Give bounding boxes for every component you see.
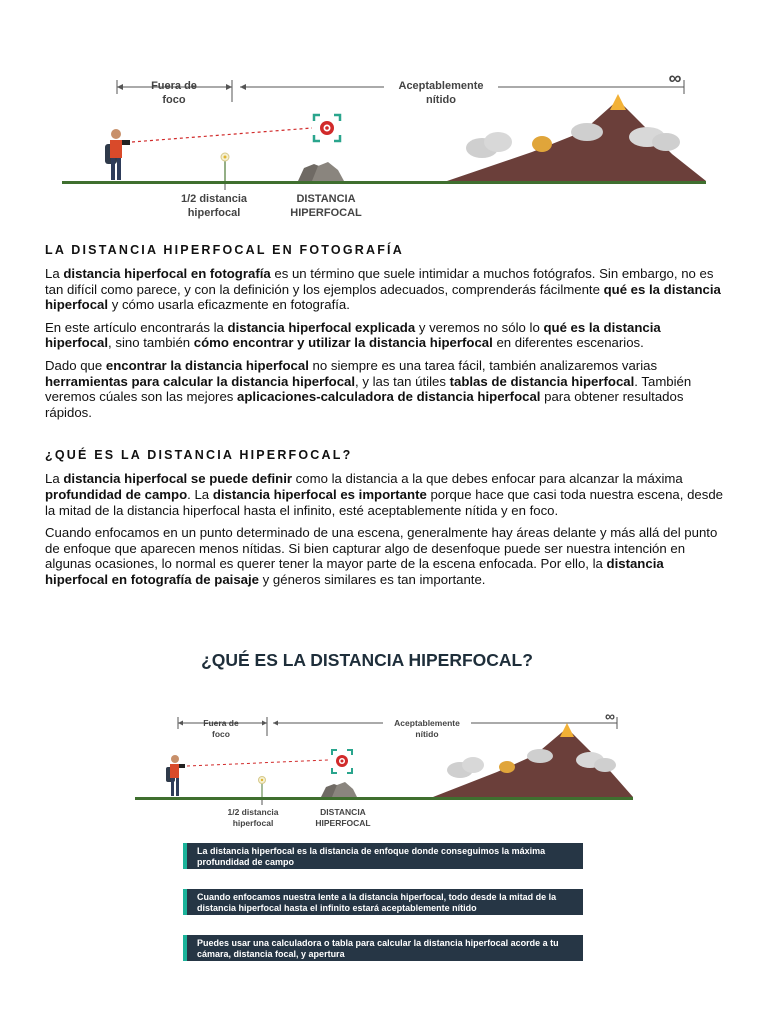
text-run: como la distancia a la que debes enfocar para alcanzar la máxima bbox=[292, 471, 683, 487]
photographer-icon bbox=[166, 755, 185, 796]
text-run: porque hace que casi toda nuestra escena, desde la mitad de la distancia hiperfocal hasta el infinito, esté aceptablemente nítida y en foco. bbox=[45, 486, 724, 518]
rocks-icon bbox=[298, 162, 344, 181]
label-nitido-2: nítido bbox=[415, 729, 439, 739]
hyperfocal-diagram-top bbox=[62, 62, 706, 234]
text-run: en diferentes escenarios. bbox=[492, 335, 644, 351]
text-run: Cuando enfocamos en un punto determinado de una escena, generalmente hay áreas delante y más allá del punto de enfoque que aparecen menos nítidas. Si bien capturar algo de desenfoque puede ser nuestra intención en algunas ocasiones, lo normal es querer tener la mayor parte de la escena enfocada. Por ello, la bbox=[45, 525, 718, 572]
text-run: y veremos no sólo lo bbox=[415, 319, 544, 335]
section-heading-1: LA DISTANCIA HIPERFOCAL EN FOTOGRAFÍA bbox=[45, 243, 404, 257]
bold-text: distancia hiperfocal en fotografía bbox=[63, 266, 271, 281]
label-aceptablemente-1: Aceptablemente bbox=[398, 80, 484, 92]
bold-text: distancia hiperfocal es importante bbox=[212, 486, 427, 502]
text-run: La bbox=[45, 471, 64, 487]
infinity-symbol-2: ∞ bbox=[605, 708, 615, 724]
photographer-icon bbox=[105, 129, 130, 180]
text-run: , sino también bbox=[108, 335, 194, 351]
text-run: Dado que bbox=[45, 357, 106, 373]
info-box-1: La distancia hiperfocal es la distancia de enfoque donde conseguimos la máxima profundidad de campo bbox=[183, 843, 583, 869]
text-run: La bbox=[45, 266, 64, 281]
label-distancia-2: DISTANCIA bbox=[320, 807, 366, 817]
label-half-distance-1: 1/2 distancia bbox=[180, 193, 248, 205]
paragraph bbox=[45, 525, 725, 587]
bold-text: qué es la distancia hiperfocal bbox=[45, 319, 661, 351]
paragraph bbox=[45, 266, 725, 313]
focus-target-icon bbox=[332, 750, 352, 773]
bold-text: profundidad de campo bbox=[45, 486, 188, 502]
hyperfocal-infographic bbox=[135, 640, 633, 970]
info-box-2: Cuando enfocamos nuestra lente a la distancia hiperfocal, todo desde la mitad de la distancia hiperfocal hasta el infinito estará aceptablemente nítido bbox=[183, 889, 583, 915]
bold-text: herramientas para calcular la distancia hiperfocal bbox=[45, 373, 356, 389]
label-half-hiperfocal-2: hiperfocal bbox=[232, 818, 274, 828]
label-aceptablemente-2: Aceptablemente bbox=[394, 718, 460, 728]
label-foco-2: foco bbox=[212, 729, 230, 739]
bold-text: distancia hiperfocal en fotografía de paisaje bbox=[45, 556, 664, 587]
label-fuera-de-foco-2: Fuera de bbox=[203, 718, 239, 728]
text-run: es un término que suele intimidar a muchos fotógrafos. Sin embargo, no es tan difícil como parece, y con la definición y los ejemplos adecuados, comprenderás fácilmente bbox=[45, 266, 714, 297]
bold-text: distancia hiperfocal se puede definir bbox=[63, 471, 292, 487]
label-fuera-de-foco-1: Fuera de bbox=[151, 80, 197, 92]
text-run: no siempre es una tarea fácil, también analizaremos varias bbox=[308, 357, 658, 373]
text-run: En este artículo encontrarás la bbox=[45, 319, 228, 335]
infographic-title: ¿QUÉ ES LA DISTANCIA HIPERFOCAL? bbox=[201, 650, 533, 670]
text-run: . También veremos cúales son las mejores bbox=[45, 373, 692, 405]
text-run: y cómo usarla eficazmente en fotografía. bbox=[108, 297, 350, 313]
label-hiperfocal-2: HIPERFOCAL bbox=[315, 818, 371, 828]
bold-text: tablas de distancia hiperfocal bbox=[449, 373, 635, 389]
bold-text: distancia hiperfocal explicada bbox=[227, 319, 416, 335]
label-distancia-1: DISTANCIA bbox=[296, 193, 356, 205]
label-hiperfocal-1: HIPERFOCAL bbox=[290, 207, 362, 219]
bold-text: cómo encontrar y utilizar la distancia hiperfocal bbox=[193, 335, 493, 351]
paragraph bbox=[45, 320, 725, 351]
rocks-icon bbox=[321, 782, 357, 797]
text-run: y géneros similares es tan importante. bbox=[258, 571, 486, 587]
flower-icon bbox=[259, 777, 266, 798]
text-run: para obtener resultados rápidos. bbox=[45, 389, 684, 420]
focus-target-icon bbox=[314, 115, 340, 141]
paragraph bbox=[45, 358, 725, 420]
label-nitido-1: nítido bbox=[426, 94, 456, 106]
info-box-3: Puedes usar una calculadora o tabla para calcular la distancia hiperfocal acorde a tu cámara, distancia focal, y apertura bbox=[183, 935, 583, 961]
text-run: . La bbox=[187, 486, 213, 502]
volcano-mountain-icon bbox=[433, 723, 633, 797]
section-heading-2: ¿QUÉ ES LA DISTANCIA HIPERFOCAL? bbox=[45, 448, 353, 463]
volcano-mountain-icon bbox=[447, 94, 706, 181]
paragraph bbox=[45, 471, 725, 518]
bold-text: qué es la distancia hiperfocal bbox=[45, 281, 721, 313]
bold-text: encontrar la distancia hiperfocal bbox=[105, 357, 309, 373]
text-run: , y las tan útiles bbox=[355, 373, 450, 389]
label-half-distance-2: 1/2 distancia bbox=[227, 807, 279, 817]
bold-text: aplicaciones-calculadora de distancia hiperfocal bbox=[237, 389, 541, 405]
label-half-hiperfocal-1: hiperfocal bbox=[187, 207, 241, 219]
flower-icon bbox=[221, 153, 229, 181]
label-foco-1: foco bbox=[162, 94, 186, 106]
article-body bbox=[45, 240, 725, 588]
infinity-symbol-1: ∞ bbox=[668, 68, 682, 88]
